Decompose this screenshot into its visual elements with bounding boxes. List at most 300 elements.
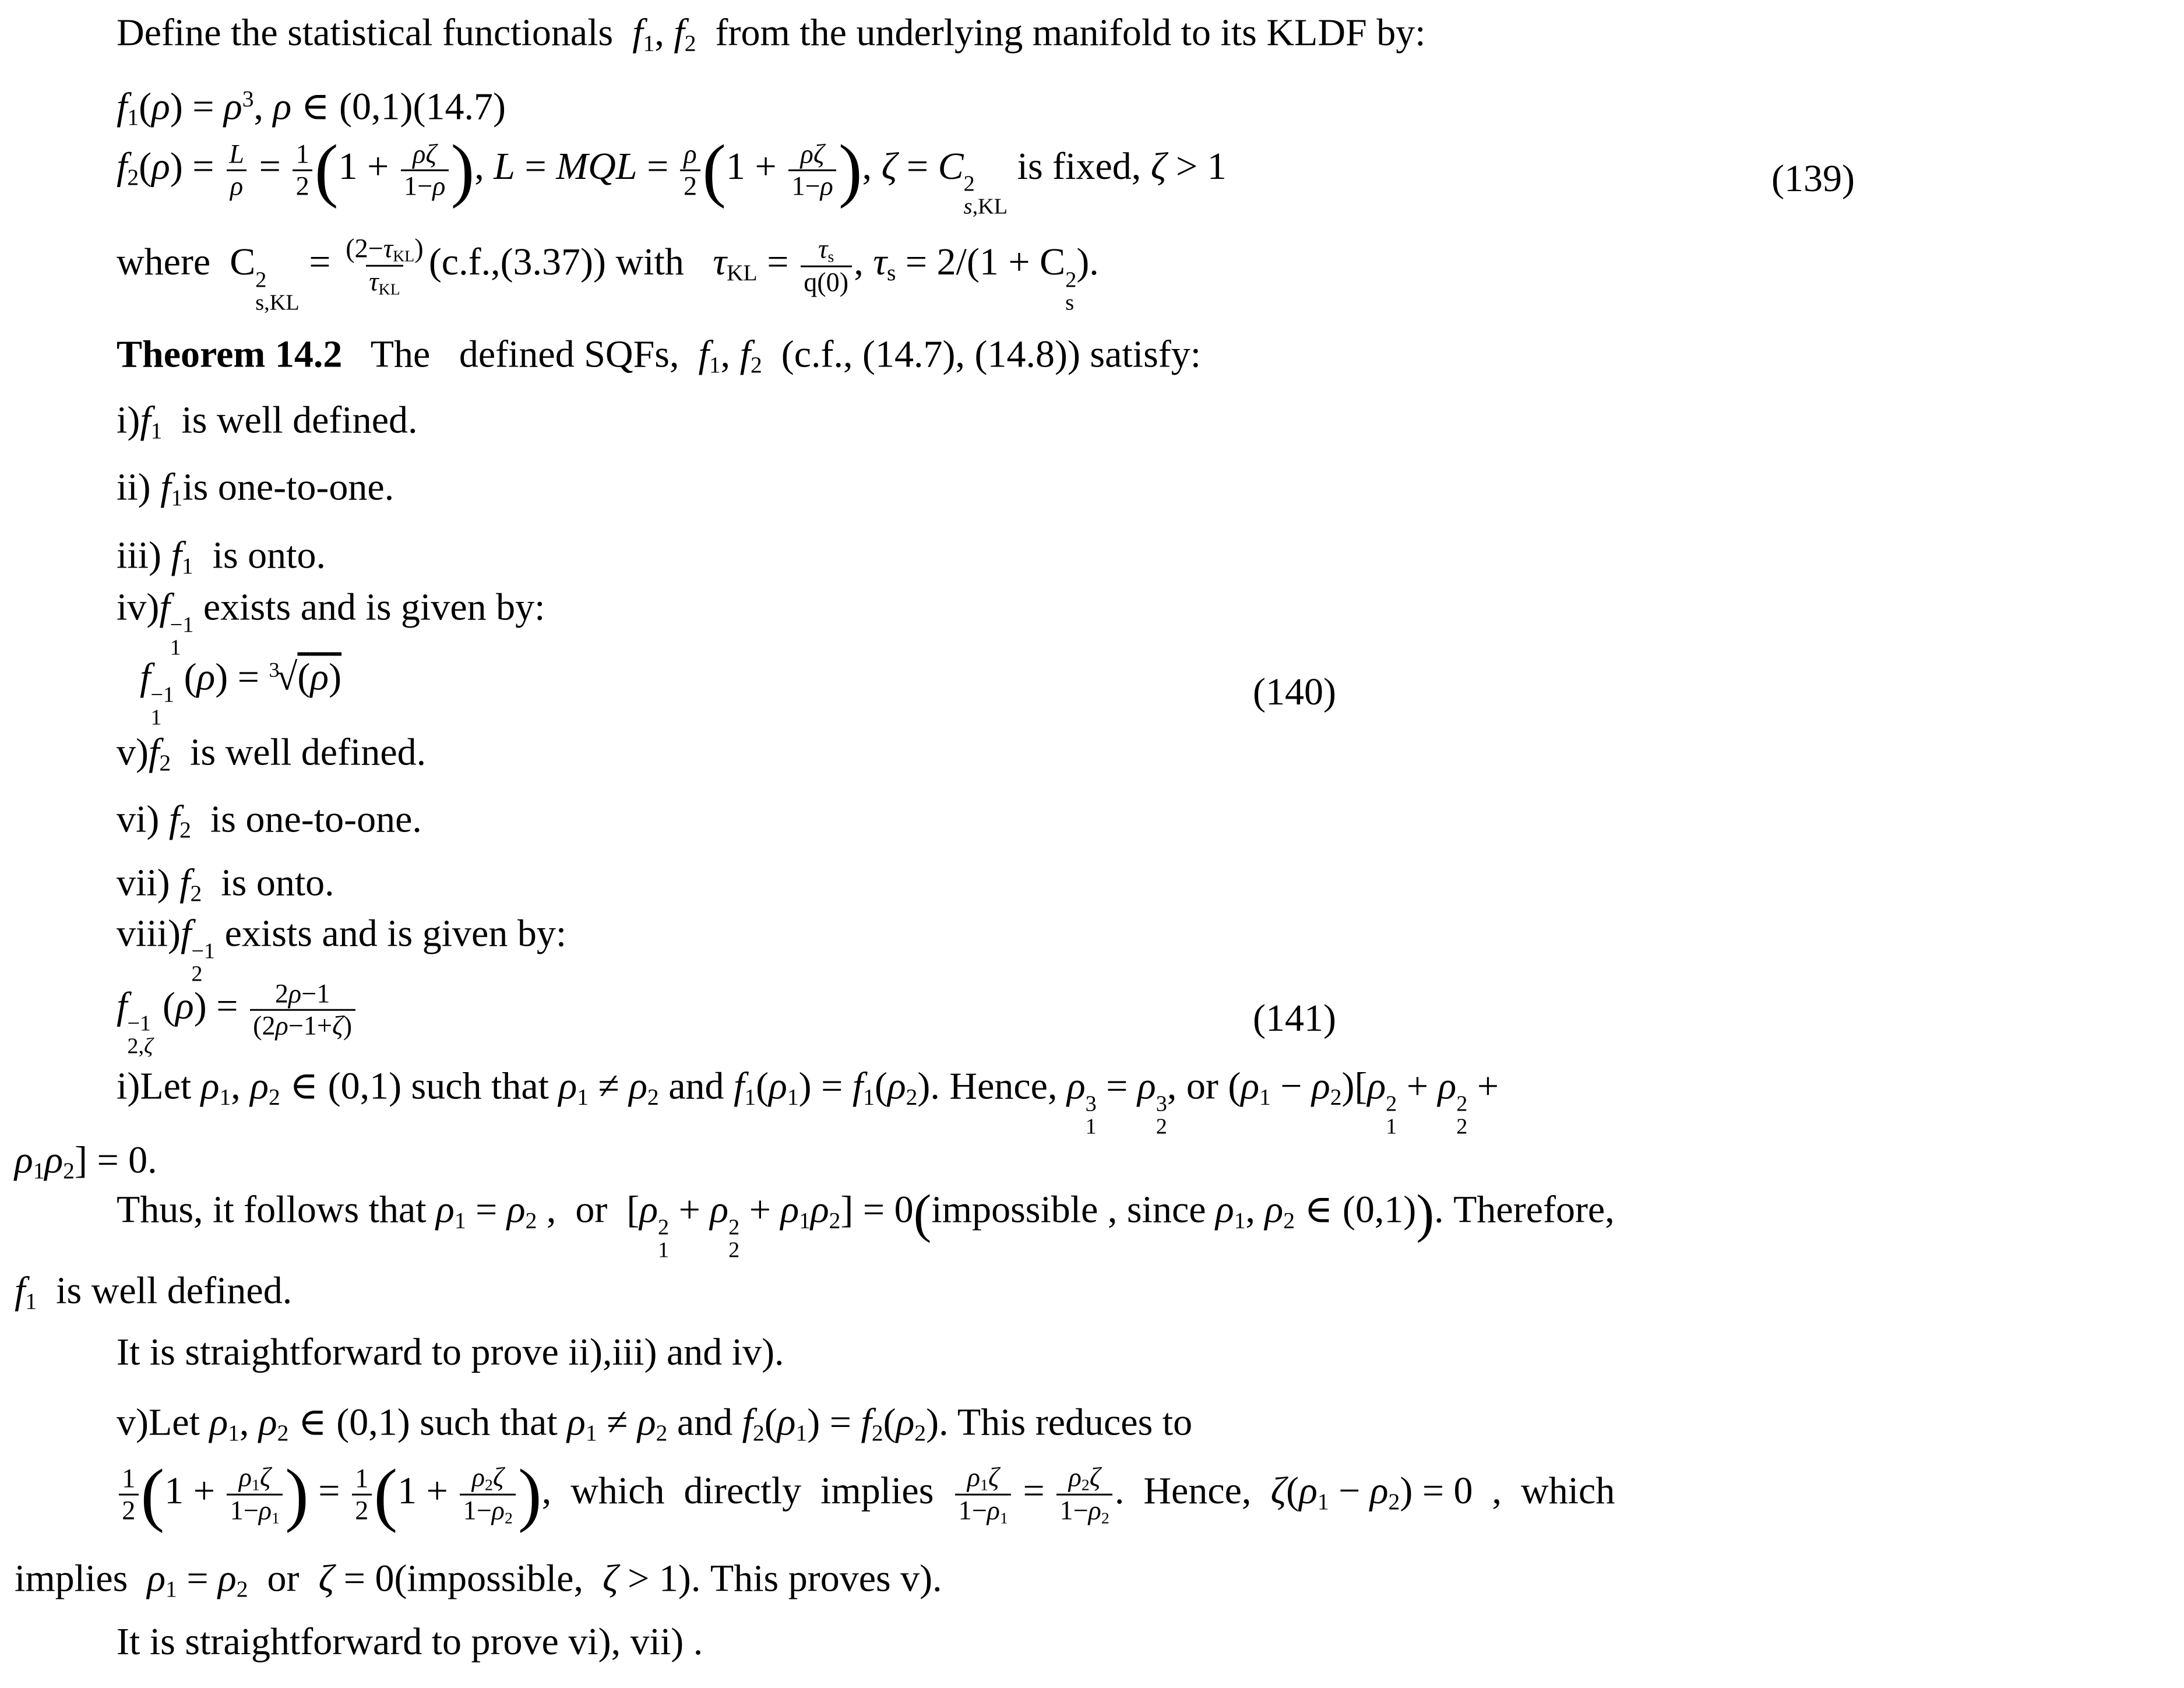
math-italic-text: ρ <box>238 1462 252 1492</box>
text-run: is one-to-one. <box>182 466 394 509</box>
text-run: ( <box>139 85 152 128</box>
text-run: + <box>669 1188 710 1231</box>
proof-i-start <box>117 1064 1499 1138</box>
text-run: , <box>239 1401 259 1444</box>
math-italic-text: ρ <box>639 1188 658 1231</box>
remark-ii-iii-iv <box>117 1330 784 1375</box>
text-run: 2 <box>127 164 139 191</box>
text-run: 1 <box>577 1084 589 1110</box>
subscript <box>887 260 896 286</box>
subscript <box>727 260 758 286</box>
subscript <box>1000 1509 1008 1527</box>
proof-v-start <box>117 1400 1192 1446</box>
math-italic-text: ρ <box>1312 1065 1330 1108</box>
text-run: )[ <box>1341 1065 1368 1108</box>
text-run: is well defined. <box>162 399 418 442</box>
text-run: 2 <box>295 171 309 201</box>
text-run: 1 <box>170 635 181 660</box>
big-parenthesis: ( <box>314 130 339 209</box>
math-italic-text: ρ <box>967 1462 981 1492</box>
fraction <box>293 139 312 201</box>
text-run: > 1). This proves v). <box>618 1557 942 1600</box>
fraction <box>788 139 836 201</box>
math-italic-text: ζ <box>492 1462 504 1492</box>
text-run: Thus, it follows that <box>117 1188 436 1231</box>
math-italic-text: f <box>742 1401 753 1444</box>
subscript <box>863 1084 875 1109</box>
text-run: 1 + <box>726 145 787 188</box>
subscript <box>744 1084 756 1109</box>
big-parenthesis: ( <box>140 1455 165 1534</box>
text-run: 2 <box>829 1207 841 1234</box>
text-run: is well defined. <box>171 731 427 774</box>
text-run: ∈ (0,1)(14.7) <box>291 85 506 128</box>
subscript <box>252 1475 260 1493</box>
text-run: 2 <box>1388 1489 1400 1515</box>
text-run: , <box>720 333 740 376</box>
text-run: , <box>231 1065 251 1108</box>
subscript <box>182 553 193 579</box>
text-run: (2 <box>253 1010 276 1041</box>
text-run: 2 <box>179 817 191 843</box>
text-run: 1 + <box>338 145 399 188</box>
text-run: 2 <box>355 1495 369 1525</box>
proof-thus-line <box>117 1183 1615 1263</box>
text-run: 1 <box>33 1158 45 1184</box>
proof-f1-conclusion <box>15 1268 292 1315</box>
big-parenthesis: ) <box>839 130 862 209</box>
text-run: iii) <box>117 534 171 577</box>
math-italic-text: ρ <box>1137 1065 1156 1108</box>
text-run: is onto. <box>193 534 326 577</box>
math-italic-text: ρ <box>491 1495 505 1525</box>
equation-141-f2-inverse <box>117 979 357 1059</box>
fraction <box>250 979 355 1041</box>
math-italic-text: ρ <box>1066 1065 1086 1108</box>
text-run: −1 <box>301 978 330 1009</box>
math-italic-text: f <box>179 861 191 904</box>
subscript <box>643 30 655 56</box>
math-italic-text: f <box>140 399 151 442</box>
math-italic-text: ζ <box>1089 1462 1101 1492</box>
text-run: C <box>230 241 256 284</box>
fraction <box>226 139 248 201</box>
subscript <box>526 1207 537 1233</box>
text-run: 1 <box>744 1084 756 1110</box>
text-run: ] = 0. <box>74 1139 157 1182</box>
text-run: 1 <box>454 1207 466 1234</box>
text-run: 1 <box>787 1084 799 1110</box>
subsup-stack <box>1156 1093 1167 1138</box>
text-run: , <box>862 145 882 188</box>
text-run: and <box>658 1065 734 1108</box>
text-run: = <box>897 145 938 188</box>
math-italic-text: ρζ <box>413 139 437 169</box>
text-run: 1− <box>791 171 820 201</box>
text-run: 1 <box>585 1420 597 1446</box>
math-italic-text: ρ <box>436 1188 455 1231</box>
text-run: 1 <box>181 553 193 579</box>
text-run: 1 + <box>397 1469 458 1513</box>
math-italic-text: ρ <box>471 1462 485 1492</box>
text-run: exists and is given by: <box>193 586 545 629</box>
math-italic-text: f <box>181 912 192 955</box>
math-italic-text: ρ <box>1088 1495 1101 1525</box>
intro-sentence <box>117 10 1426 57</box>
math-italic-text: ρ <box>1264 1188 1284 1231</box>
subsup-stack <box>150 683 174 729</box>
text-run: 1− <box>404 171 433 201</box>
claim-vi <box>117 797 422 843</box>
fraction <box>352 1464 372 1525</box>
subscript <box>787 1084 799 1109</box>
text-run: 1 <box>228 1420 239 1446</box>
math-italic-text: ρ <box>810 1188 829 1231</box>
text-run: C <box>1040 241 1066 284</box>
text-run: and <box>667 1401 742 1444</box>
math-italic-text: ρ <box>147 1557 166 1600</box>
big-parenthesis: ( <box>374 1455 398 1534</box>
text-run: from the underlying manifold to its KLDF by: <box>696 11 1426 54</box>
text-run: 2 <box>728 1238 740 1263</box>
text-run: Define the statistical functionals <box>117 11 633 54</box>
math-italic-text: ζ <box>988 1462 999 1492</box>
math-italic-text: f <box>171 534 182 577</box>
text-run: −1 <box>150 682 175 707</box>
subscript <box>1234 1207 1246 1233</box>
text-run: 2 <box>504 1509 513 1527</box>
cube-root: $^3$√(ρ) <box>269 656 342 699</box>
text-run: 1 <box>252 1475 260 1494</box>
subsup-stack <box>170 614 194 659</box>
subscript <box>709 352 721 378</box>
equation-140-f1-inverse-number: (140) <box>1253 671 1336 714</box>
subscript <box>228 1420 239 1446</box>
text-run: exists and is given by: <box>215 912 567 955</box>
text-run: 2 <box>728 1215 740 1240</box>
claim-v <box>117 730 426 776</box>
text-run: v)Let <box>117 1401 210 1444</box>
text-run: 3 <box>1156 1091 1167 1116</box>
subscript <box>505 1509 513 1527</box>
text-run: 2 <box>647 1084 659 1110</box>
fraction <box>460 1463 516 1527</box>
math-italic-text: ρ <box>288 978 302 1009</box>
text-run: 1 <box>295 139 309 169</box>
subscript <box>151 418 163 443</box>
text-run: + <box>739 1188 781 1231</box>
subscript <box>828 248 834 266</box>
text-run: = 2/(1 + <box>896 241 1040 284</box>
text-run: The defined SQFs, <box>342 333 699 376</box>
text-run: 1 <box>1234 1207 1246 1234</box>
subscript <box>165 1576 177 1602</box>
subscript <box>269 1084 280 1109</box>
text-run: 2 <box>1283 1207 1295 1234</box>
math-italic-text: ρ <box>432 171 446 201</box>
math-italic-text: ρ <box>200 1065 220 1108</box>
subscript <box>237 1576 248 1602</box>
math-italic-text: ρ <box>250 1065 269 1108</box>
subscript <box>795 1420 807 1446</box>
text-run: , or ( <box>1167 1065 1241 1108</box>
math-italic-text: ρ <box>780 1188 799 1231</box>
text-run: 2 <box>268 1084 280 1110</box>
text-run: 2 <box>485 1475 493 1494</box>
text-run: −1 <box>170 612 194 637</box>
math-italic-text: ρ <box>152 85 170 128</box>
proof-i-continuation <box>15 1138 157 1184</box>
math-italic-text: ζ <box>1270 1469 1287 1513</box>
text-run: is onto. <box>202 861 334 904</box>
text-run: ( <box>139 145 152 188</box>
text-run: , which directly implies <box>541 1469 953 1513</box>
text-run: = <box>177 1557 219 1600</box>
text-run: 2 <box>906 1084 918 1110</box>
fraction <box>680 139 700 201</box>
subscript <box>277 1420 289 1446</box>
text-run: ( <box>756 1065 769 1108</box>
text-run: −1+ <box>288 1010 332 1041</box>
math-italic-text: ρ <box>15 1139 33 1182</box>
math-italic-text: ρ <box>1241 1065 1259 1108</box>
text-run: . Therefore, <box>1434 1188 1615 1231</box>
claim-iv <box>117 585 545 659</box>
math-italic-text: ρ <box>258 1495 272 1525</box>
bold-text: Theorem 14.2 <box>117 333 343 376</box>
math-italic-text: ρ <box>209 1401 228 1444</box>
math-italic-text: f <box>734 1065 745 1108</box>
subscript <box>63 1158 75 1183</box>
math-italic-text: ζ <box>881 145 897 188</box>
text-run: = <box>1013 1469 1055 1513</box>
text-run: q(0) <box>804 267 849 297</box>
subscript <box>656 1420 668 1446</box>
math-italic-text: ρ <box>224 85 242 128</box>
text-run: (2− <box>346 233 383 263</box>
text-run: i)Let <box>117 1065 201 1108</box>
math-italic-text: f <box>140 656 151 699</box>
subscript <box>455 1207 466 1233</box>
text-run: KL <box>378 280 400 298</box>
text-run: , <box>1245 1188 1265 1231</box>
subscript <box>685 30 696 56</box>
math-italic-text: ρ <box>1367 1065 1386 1108</box>
text-run: (c.f.,(3.37)) with <box>428 241 713 284</box>
fraction <box>801 234 852 298</box>
text-run: ) = <box>170 145 224 188</box>
subsup-stack <box>728 1216 739 1261</box>
text-run: ). This reduces to <box>926 1401 1193 1444</box>
text-run: viii) <box>117 912 181 955</box>
math-italic-text: ρ <box>629 1065 647 1108</box>
equation-141-f2-inverse-number: (141) <box>1253 997 1336 1040</box>
text-run: = <box>637 145 678 188</box>
subscript <box>127 104 139 130</box>
text-run: 1 <box>999 1509 1008 1527</box>
subscript <box>25 1288 37 1314</box>
text-run: 2, <box>127 1034 145 1059</box>
math-italic-text: ρ <box>777 1401 796 1444</box>
math-italic-text: ρ <box>820 171 833 201</box>
text-run: 1 <box>795 1420 808 1446</box>
math-italic-text: L <box>494 145 515 188</box>
text-run: iv) <box>117 586 160 629</box>
text-run: = <box>466 1188 507 1231</box>
text-run: ) <box>414 233 424 263</box>
text-run: ∈ (0,1) <box>1295 1188 1417 1231</box>
subscript <box>159 750 171 776</box>
subscript <box>485 1475 493 1493</box>
math-italic-text: f <box>117 85 128 128</box>
text-run: 1 <box>980 1475 988 1494</box>
theorem-heading <box>117 332 1201 378</box>
subscript <box>379 280 400 298</box>
big-parenthesis: ) <box>285 1455 309 1534</box>
text-run: −1 <box>191 939 216 964</box>
text-run: 2 <box>1065 267 1077 293</box>
text-run: 1 + <box>164 1469 225 1513</box>
subsup-stack <box>1456 1093 1467 1138</box>
text-run: ) = <box>798 1065 853 1108</box>
text-run: ) <box>329 656 342 699</box>
text-run: 1 <box>1259 1084 1271 1110</box>
subscript <box>272 1509 280 1527</box>
math-italic-text: f <box>632 11 643 54</box>
text-run: , or [ <box>537 1188 640 1231</box>
subscript <box>33 1158 45 1183</box>
math-italic-text: f <box>698 333 709 376</box>
text-run: 1 <box>643 30 655 57</box>
text-run: 2 <box>684 30 696 57</box>
text-run: 1− <box>1059 1495 1089 1525</box>
text-run: = <box>299 241 340 284</box>
text-run: ] = 0 <box>840 1188 914 1231</box>
text-run: 2 <box>1156 1114 1167 1139</box>
math-italic-text: f <box>168 798 180 841</box>
text-run: 1 <box>863 1084 875 1110</box>
text-run: ∈ (0,1) such that <box>280 1065 559 1108</box>
subscript <box>1082 1475 1090 1493</box>
subscript <box>586 1420 597 1446</box>
text-run: 2 <box>914 1420 927 1446</box>
text-run: 2 <box>277 1420 289 1446</box>
text-run: 1 <box>165 1576 177 1602</box>
math-italic-text: ρ <box>567 1401 586 1444</box>
where-clause <box>117 234 1099 315</box>
math-italic-text: ρ <box>887 1065 906 1108</box>
text-run: 2 <box>190 880 202 907</box>
subscript <box>393 247 414 265</box>
text-run: 1 <box>1386 1114 1397 1139</box>
math-italic-text: ζ <box>1150 145 1167 188</box>
math-italic-text: MQL <box>556 145 637 188</box>
big-parenthesis: ) <box>1416 1183 1435 1243</box>
text-run: KL <box>726 260 758 286</box>
text-run: 2 <box>1101 1509 1109 1527</box>
text-run: 3 <box>1085 1091 1097 1116</box>
subscript <box>127 164 139 190</box>
equation-139-f2-definition-number: (139) <box>1771 157 1855 200</box>
text-run: ≠ <box>597 1401 637 1444</box>
text-run: 2 <box>1386 1091 1397 1116</box>
text-run: s <box>886 260 896 286</box>
math-italic-text: ζ <box>144 1034 153 1059</box>
text-run: s <box>1065 290 1075 315</box>
math-italic-text: ρ <box>558 1065 577 1108</box>
remark-vi-vii <box>117 1620 703 1664</box>
text-run: + <box>1467 1065 1499 1108</box>
math-italic-text: ζ <box>332 1010 343 1041</box>
text-run: ) = <box>193 985 248 1028</box>
subsup-stack <box>127 1013 153 1058</box>
text-run: 1 <box>127 104 139 131</box>
big-parenthesis: ( <box>913 1183 932 1243</box>
subscript <box>914 1420 926 1446</box>
subscript <box>751 352 762 378</box>
math-italic-text: ρ <box>987 1495 1000 1525</box>
text-run: ( <box>297 656 311 699</box>
text-run: 1 <box>1317 1489 1329 1515</box>
text-run: + <box>1397 1065 1438 1108</box>
text-run: ( <box>153 985 176 1028</box>
text-run: ) = <box>170 85 224 128</box>
text-run: = <box>515 145 556 188</box>
text-run: 2 <box>753 1420 765 1446</box>
text-run: 1 <box>1085 1114 1097 1139</box>
text-run: 2 <box>1081 1475 1090 1494</box>
text-run: or <box>248 1557 319 1600</box>
math-italic-text: ζ <box>602 1557 618 1600</box>
text-run: It is straightforward to prove ii),iii) and iv). <box>117 1331 784 1374</box>
text-run: ∈ (0,1) such that <box>288 1401 568 1444</box>
subscript <box>1259 1084 1271 1109</box>
math-italic-text: f <box>852 1065 864 1108</box>
text-run: ≠ <box>588 1065 629 1108</box>
subscript <box>1330 1084 1342 1109</box>
math-italic-text: f <box>674 11 685 54</box>
text-run: ). <box>1076 241 1099 284</box>
text-run: 1 <box>171 485 183 511</box>
math-italic-text: ρ <box>230 171 244 201</box>
text-run: impossible , since <box>931 1188 1216 1231</box>
text-run: 2 <box>122 1495 136 1525</box>
math-italic-text: s <box>963 195 973 220</box>
math-italic-text: ρ <box>637 1401 656 1444</box>
math-italic-text: f <box>160 466 171 509</box>
text-run: ,KL <box>972 195 1008 220</box>
math-italic-text: ρ <box>44 1139 64 1182</box>
text-run: is well defined. <box>37 1269 293 1312</box>
text-run: ( <box>883 1401 896 1444</box>
text-run: ) = <box>215 656 269 699</box>
text-run: ) = 0 , which <box>1400 1469 1615 1513</box>
text-run: > 1 <box>1166 145 1227 188</box>
subsup-stack <box>658 1216 669 1261</box>
text-run: s <box>827 247 834 266</box>
text-run: 2 <box>236 1576 248 1602</box>
text-run: 2 <box>750 352 762 378</box>
text-run: ) <box>343 1010 353 1041</box>
math-italic-text: ρ <box>896 1401 915 1444</box>
subscript <box>647 1084 659 1109</box>
equation-139-f2-definition <box>117 130 1227 220</box>
math-italic-text: τ <box>369 266 379 297</box>
fraction <box>343 234 427 298</box>
text-run: . Hence, <box>1114 1469 1271 1513</box>
text-run: , <box>253 85 273 128</box>
text-run: 1 <box>355 1463 369 1493</box>
